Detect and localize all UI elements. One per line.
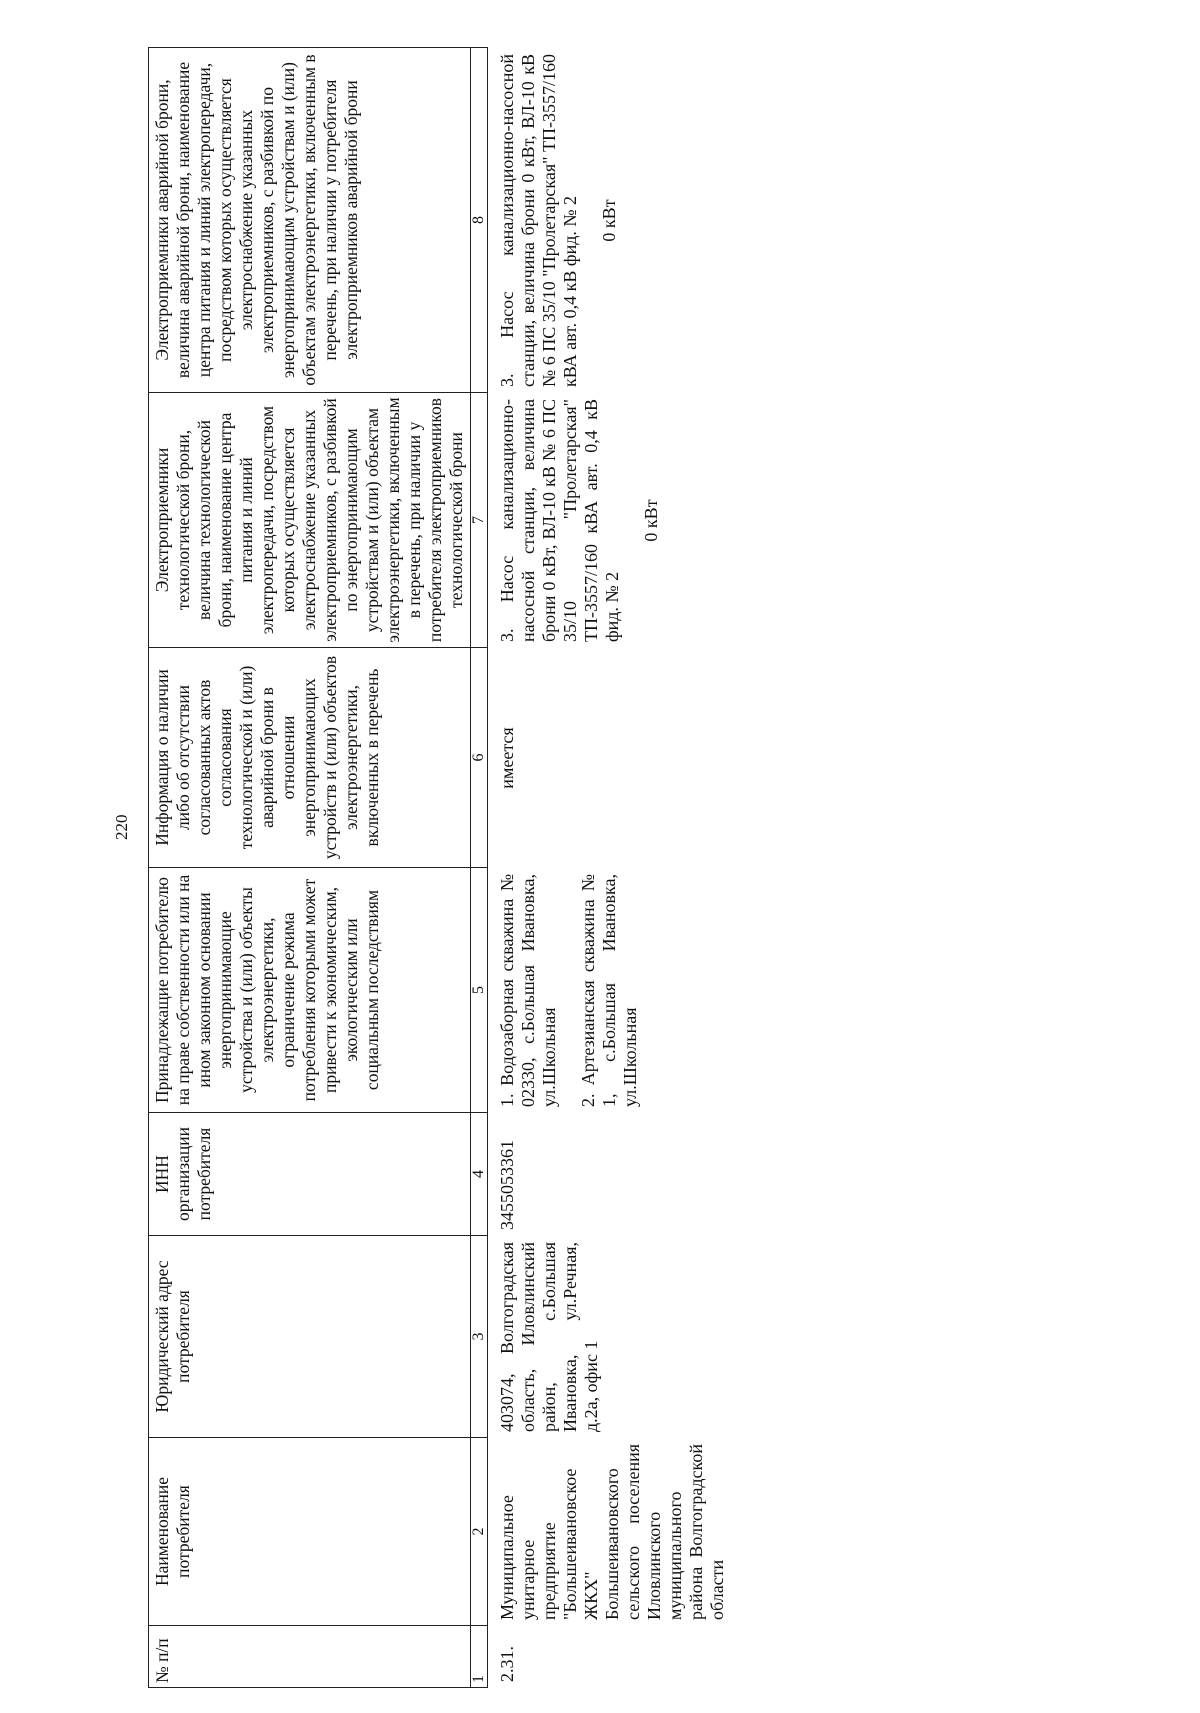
page-number: 220 [112, 814, 131, 840]
entry-tech-bron [494, 393, 731, 648]
header-number: № п/п [149, 1626, 471, 1688]
header-legal-address: Юридический адрес потребителя [149, 1236, 471, 1438]
entry-objects [494, 868, 731, 1113]
entry-emergency-bron-text: 3. Насос канализационно-насосной станции, величина брони 0 кВт, ВЛ-10 кВ № 6 ПС 35/10 "Пролетарская" ТП-3557/160 кВА авт. 0,4 кВ фид. № 2 [497, 54, 580, 387]
column-number: 6 [471, 648, 488, 868]
entry-inn: 3455053361 [497, 1140, 517, 1230]
entry-tech-bron-total: 0 кВт [641, 499, 661, 542]
entry-index: 2.31. [497, 1646, 517, 1682]
entry-object-2: 2. Артезианская скважина № 1, с.Большая Ивановка, ул.Школьная [578, 874, 640, 1107]
header-consumer-name: Наименование потребителя [149, 1438, 471, 1626]
column-number: 2 [471, 1438, 488, 1626]
header-acts: Информация о наличии либо об отсутствии согласованных актов согласования технологической и (или) аварийной брони в отношении энергопринимающих устройств и (или) объектов электроэнергетики, включенных в перечень [149, 648, 471, 868]
entry-legal-address: 403074, Волгоградская область, Иловлинский район, с.Большая Ивановка, ул.Речная, д.2а, офис 1 [497, 1242, 601, 1432]
column-number: 4 [471, 1113, 488, 1236]
header-inn: ИНН организации потребителя [149, 1113, 471, 1236]
header-table [148, 47, 488, 1688]
column-number: 5 [471, 868, 488, 1113]
column-number: 1 [471, 1626, 488, 1688]
entry-emergency-bron [494, 48, 731, 393]
header-tech-bron: Электроприемники технологической брони, величина технологической брони, наименование центра питания и линий электропередачи, посредством которых осуществляется электроснабжение указанных электроприемников, с разбивкой по энергопринимающим устройствам и (или) объектам электроэнергетики, включенным в перечень, при наличии у потребителя электроприемников технологической брони [149, 393, 471, 648]
header-emergency-bron: Электроприемники аварийной брони, величина аварийной брони, наименование центра питания и линий электропередачи, посредством которых осуществляется электроснабжение указанных электроприемников, с разбивкой по энергопринимающим устройствам и (или) объектам электроэнергетики, включенным в перечень, при наличии у потребителя электроприемников аварийной брони [149, 48, 471, 393]
table-row [494, 48, 731, 1688]
entry-object-1: 1. Водозаборная скважина № 02330, с.Большая Ивановка, ул.Школьная [497, 874, 559, 1107]
column-number: 8 [471, 48, 488, 393]
header-objects: Принадлежащие потребителю на праве собственности или на ином законном основании энергопринимающие устройства и (или) объекты электроэнергетики, ограничение режима потребления которыми может привести к экономическим, экологическим или социальным последствиям [149, 868, 471, 1113]
entry-tech-bron-text: 3. Насос канализационно-насосной станции, величина брони 0 кВт, ВЛ-10 кВ № 6 ПС 35/10 "Пролетарская" ТП-3557/160 кВА авт. 0,4 кВ фид. № 2 [497, 399, 622, 642]
entry-consumer-name: Муниципальное унитарное предприятие "Большеивановское ЖКХ" Большеивановского сельского поселения Иловлинского муниципального района Волгоградской области [497, 1444, 727, 1620]
entry-emergency-bron-total: 0 кВт [599, 199, 619, 242]
entry-table [494, 48, 731, 1688]
column-number: 3 [471, 1236, 488, 1438]
column-number: 7 [471, 393, 488, 648]
rotated-page [148, 0, 1158, 1688]
entry-acts: имеется [497, 727, 517, 789]
